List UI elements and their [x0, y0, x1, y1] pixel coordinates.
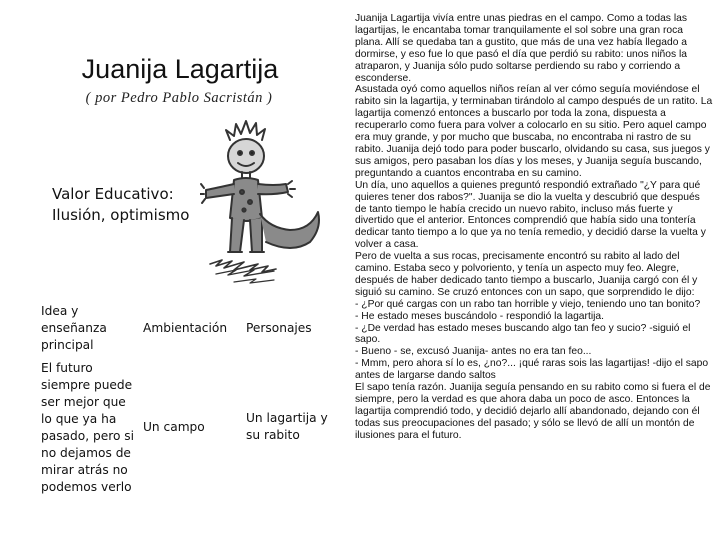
table-header-ambientacion: Ambientación [143, 321, 228, 335]
educational-value-label: Valor Educativo: [52, 185, 174, 203]
story-dialogue: - Mmm, pero ahora sí lo es, ¿no?... ¡qué raras sois las lagartijas! -dijo el sapo antes de largarse dando saltos [355, 358, 709, 382]
story-paragraph: Asustada oyó como aquellos niños reían al ver cómo seguía moviéndose el rabito sin la lagartija, y terminaban tirándolo al campo después de un ratito. La lagartija comenzó entonces a buscarlo por toda la zona, dispuesta a recuperarlo como fuera para volver a colocarlo en su sitio. Pero aquel campo era muy grande, y por mucho que buscaba, no encontraba ni rastro de su rabito. Juanija dejó todo para poder buscarlo, olvidando su casa, sus juegos y sus amigos, pero pasaban los días y los meses, y Juanija seguía buscando, preguntando a cuantos encontraba en su camino. [355, 84, 713, 179]
educational-value-text: Ilusión, optimismo [52, 206, 190, 224]
page-title: Juanija Lagartija [81, 54, 279, 84]
table-header-idea: Idea y enseñanza principal [41, 304, 107, 352]
story-dialogue: - ¿Por qué cargas con un rabo tan horrible y viejo, teniendo uno tan bonito? [355, 298, 701, 310]
story-text [355, 13, 713, 442]
story-paragraph: Un día, uno aquellos a quienes preguntó respondió extrañado "¿Y para qué quieres tener dos rabos?". Juanija se dio la vuelta y descubrió que después de tanto tiempo le había crecido un nuevo rabito, incluso más fuerte y divertido que el anterior. Entonces comprendió que había sido una tontería dedicar tanto tiempo a lo que ya no tenía remedio, y decidió darse la vuelta y volver a casa. [355, 179, 706, 251]
table-cell-idea: El futuro siempre puede ser mejor que lo que ya ha pasado, pero si no dejamos de mirar atrás no podemos verlo [41, 361, 135, 494]
story-paragraph: Juanija Lagartija vivía entre unas piedras en el campo. Como a todas las lagartijas, le encantaba tomar tranquilamente el sol sobre una gran roca plana. Allí se quedaba tan a gustito, que más de una vez había llegado a dormirse, y eso fue lo que pasó el día que perdió su rabito: unos niños la atraparon, y Juanija sólo pudo soltarse perdiendo su rabo y corriendo a esconderse. [355, 13, 688, 84]
story-dialogue: - Bueno - se, excusó Juanija- antes no era tan feo... [355, 346, 592, 358]
lizard-boy-drawing-icon [200, 118, 328, 296]
table-cell-personajes: Un lagartija y su rabito [246, 411, 328, 442]
educational-value [52, 184, 212, 226]
table-cell-ambientacion: Un campo [143, 420, 205, 434]
table-header-personajes: Personajes [246, 321, 312, 335]
story-paragraph: El sapo tenía razón. Juanija seguía pensando en su rabito como si fuera el de siempre, pero la verdad es que ahora daba un poco de asco. Entonces la lagartija comprendió todo, y decidió dejarlo allí abandonado, dejando con él todas sus preocupaciones del pasado; y sólo se llevó de allí un montón de ilusiones para el futuro. [355, 382, 711, 441]
story-dialogue: - He estado meses buscándolo - respondió la lagartija. [355, 310, 604, 322]
author-line: ( por Pedro Pablo Sacristán ) [85, 90, 273, 106]
story-dialogue: - ¿De verdad has estado meses buscando algo tan feo y sucio? -siguió el sapo. [355, 322, 691, 346]
story-paragraph: Pero de vuelta a sus rocas, precisamente encontró su rabito al lado del camino. Estaba seco y polvoriento, y tenía un aspecto muy feo. Alegre, después de haber dedicado tanto tiempo a buscarlo, Juanija cargó con él y siguió su camino. Se cruzó entonces con un sapo, que sorprendido le dijo: [355, 251, 698, 298]
